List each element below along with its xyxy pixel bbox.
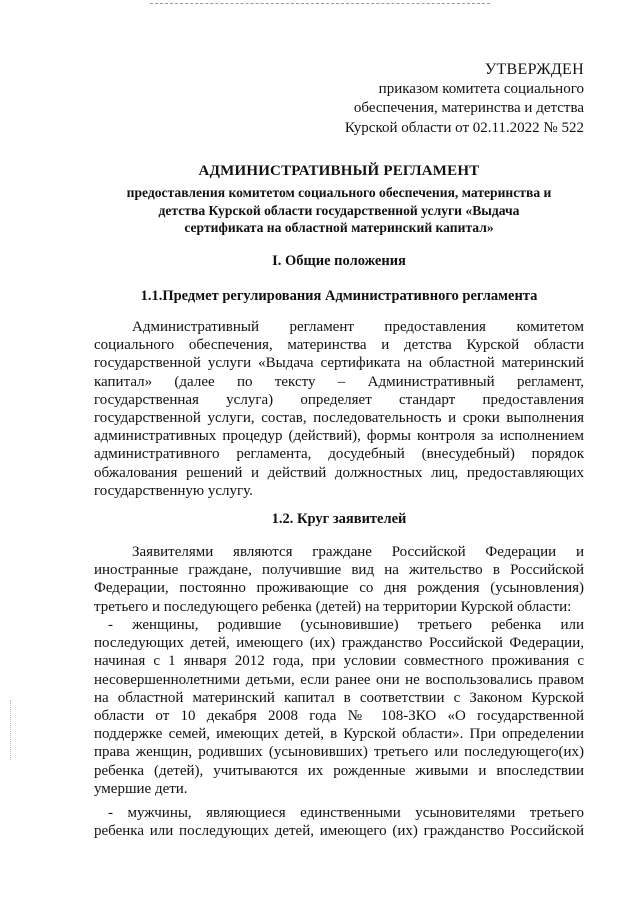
text-line: на областной материнский капитал в соответствии с Законом Курской [94,689,584,706]
text-line: государственная услуга) определяет стандарт предоставления [94,391,584,408]
text-line: Федерации, постоянно проживающие со дня рождения (усыновления) [94,580,584,597]
text-line: третьего и последующего ребенка (детей) на территории Курской области: [94,598,572,615]
text-line: - женщины, родившие (усыновившие) третьего ребенка или [108,617,584,633]
text-line: административных процедур (действий), формы контроля за исполнением [94,428,584,445]
document-title: АДМИНИСТРАТИВНЫЙ РЕГЛАМЕНТ [198,163,480,179]
scan-margin-mark [10,700,12,760]
approval-stamp-block [254,60,584,138]
section-heading: I. Общие положения [272,253,406,269]
subtitle-line: сертификата на областной материнский капитал» [184,220,494,235]
subtitle-line: предоставления комитетом социального обеспечения, материнства и [126,185,552,200]
paragraph-subject [94,318,584,500]
approval-heading: УТВЕРЖДЕН [484,61,584,78]
text-line: умершие дети. [94,780,188,797]
text-line: ребенка (детей), учитываются их рожденные живыми и впоследствии [94,762,584,779]
approval-line: Курской области от 02.11.2022 № 522 [344,119,584,136]
text-line: несовершеннолетними детьми, если ранее они не воспользовались правом [94,671,584,688]
text-line: обжалования решений и действий должностных лиц, предоставляющих [94,464,584,481]
text-line: государственную услугу. [94,482,253,499]
text-line: социального обеспечения, материнства и детства Курской области [94,337,584,354]
text-line: государственной услуги, состав, последовательность и сроки выполнения [94,410,584,427]
text-line: начиная с 1 января 2012 года, при условии совместного проживания с [94,653,584,670]
paragraph-women [94,616,584,798]
subtitle-line: детства Курской области государственной услуги «Выдача [158,202,520,218]
document-subtitle [94,184,584,237]
text-line: права женщин, родивших (усыновивших) третьего или последующего(их) [94,744,584,761]
paragraph-men [94,804,584,840]
text-line: ребенка или последующих детей, имеющего (их) гражданство Российской [94,823,584,840]
subsection-heading-1-1: 1.1.Предмет регулирования Административного регламента [140,288,538,304]
text-line: последующих детей, имеющего (их) гражданство Российской Федерации, [94,635,584,652]
subsection-heading-1-2: 1.2. Круг заявителей [271,511,407,527]
approval-line: обеспечения, материнства и детства [353,100,584,116]
text-line: государственной услуги «Выдача сертификата на областной материнский [94,355,584,372]
text-line: - мужчины, являющиеся единственными усыновителями третьего [108,805,584,821]
text-line: иностранные граждане, получившие вид на жительство в Российской [94,562,584,579]
text-line: поддержке семей, имеющих детей, в Курской области». При определении [94,726,584,743]
scan-edge-line [150,3,490,5]
text-line: области от 10 декабря 2008 года № 108-ЗКО «О государственной [94,708,584,725]
approval-line: приказом комитета социального [378,80,584,97]
text-line: Заявителями являются граждане Российской Федерации и [132,544,584,560]
text-line: Административный регламент предоставления комитетом [132,319,584,335]
paragraph-applicants [94,543,584,616]
text-line: административного регламента, досудебный (внесудебный) порядок [94,446,584,463]
text-line: капитал» (далее по тексту – Административный регламент, [94,373,584,390]
